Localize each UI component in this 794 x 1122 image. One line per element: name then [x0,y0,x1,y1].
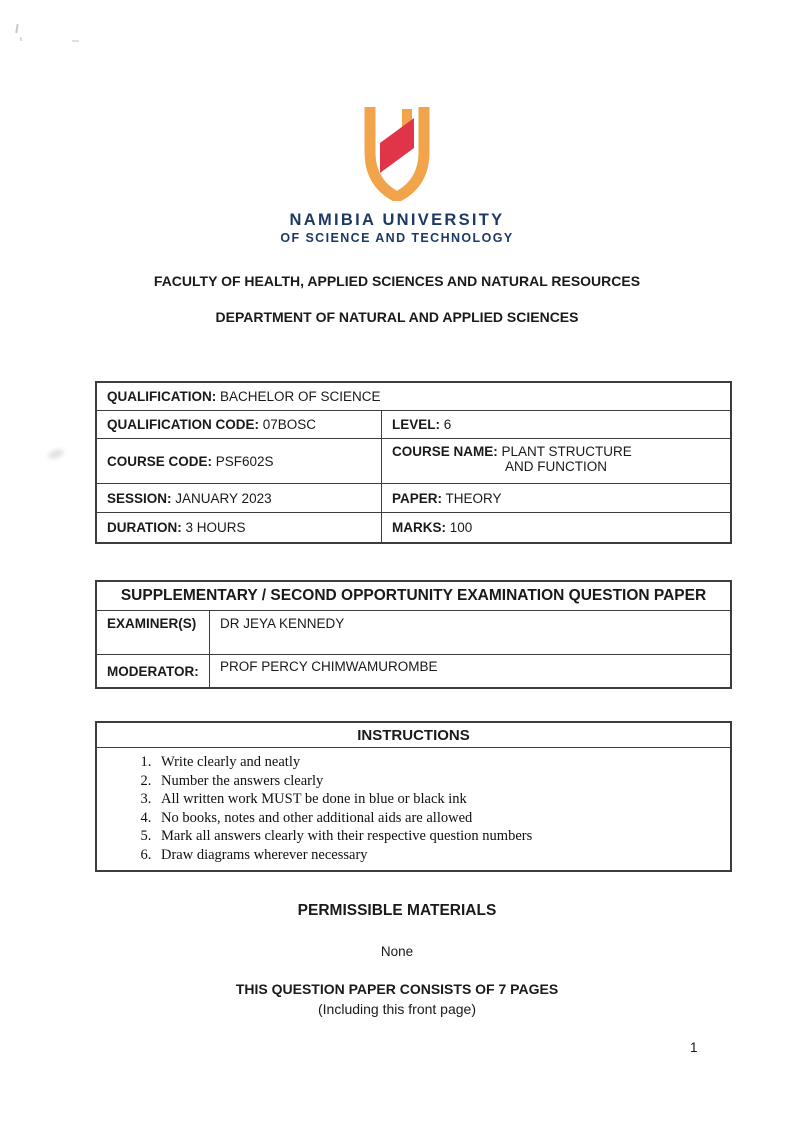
qualification-label: QUALIFICATION: [107,389,217,404]
page-number: 1 [690,1040,698,1055]
instruction-item: 4. No books, notes and other additional aids are allowed [155,809,532,828]
marks-value: 100 [449,520,473,535]
page-count-subline: (Including this front page) [318,1001,476,1017]
table-row-course [97,438,730,483]
course-details-table [95,381,732,544]
instruction-item: 1. Write clearly and neatly [155,753,532,772]
examiner-label: EXAMINER(S) [97,611,210,654]
exam-paper-title: SUPPLEMENTARY / SECOND OPPORTUNITY EXAMINATION QUESTION PAPER [120,587,707,604]
level-cell [382,411,730,438]
examiner-row [97,610,730,654]
session-label: SESSION: [107,490,172,506]
instruction-item: 3. All written work MUST be done in blue or black ink [155,790,532,809]
session-value: JANUARY 2023 [175,490,272,506]
course-name-label: COURSE NAME: [392,444,498,459]
session-cell [97,484,382,512]
exam-title-row [97,582,730,610]
page-count-line: THIS QUESTION PAPER CONSISTS OF 7 PAGES [235,981,559,997]
scan-artifact [72,40,79,42]
scan-artifact [15,24,18,33]
instructions-list [97,753,532,864]
instruction-item: 5. Mark all answers clearly with their respective question numbers [155,827,532,846]
university-name-line2: OF SCIENCE AND TECHNOLOGY [280,231,514,245]
paper-label: PAPER: [392,490,443,506]
course-code-label: COURSE CODE: [107,453,213,469]
table-row-code-level [97,410,730,438]
paper-value: THEORY [445,490,502,506]
level-label: LEVEL: [392,417,441,432]
university-logo-block [0,104,794,245]
course-code-cell [97,439,382,483]
qualification-code-cell [97,411,382,438]
department-heading: DEPARTMENT OF NATURAL AND APPLIED SCIENCES [215,309,579,325]
instruction-item: 6. Draw diagrams wherever necessary [155,846,532,865]
faculty-heading: FACULTY OF HEALTH, APPLIED SCIENCES AND NATURAL RESOURCES [153,273,641,289]
examiner-value: DR JEYA KENNEDY [220,616,345,631]
table-row-qualification [97,383,730,410]
instructions-body-row [97,747,730,870]
university-name: NAMIBIA UNIVERSITY [289,211,505,229]
permissible-materials-heading: PERMISSIBLE MATERIALS [297,902,497,919]
instructions-title-row [97,723,730,747]
university-shield-logo-icon [355,104,439,201]
exam-paper-table [95,580,732,689]
permissible-materials-value: None [380,944,414,959]
qualification-code-label: QUALIFICATION CODE: [107,417,259,432]
duration-cell [97,513,382,542]
course-name-value-line2: AND FUNCTION [505,459,607,474]
course-name-value-line1: PLANT STRUCTURE [501,444,632,459]
table-row-duration-marks [97,512,730,542]
marks-cell [382,513,730,542]
duration-label: DURATION: [107,520,182,535]
instructions-table [95,721,732,872]
course-name-cell [382,439,730,483]
scan-artifact [47,448,65,461]
duration-value: 3 HOURS [185,520,246,535]
moderator-row [97,654,730,687]
table-row-session-paper [97,483,730,512]
moderator-label: MODERATOR: [97,655,210,687]
scan-artifact [20,37,23,41]
qualification-cell [97,383,730,410]
marks-label: MARKS: [392,520,446,535]
level-value: 6 [443,417,452,432]
qualification-value: BACHELOR OF SCIENCE [220,389,381,404]
qualification-code-value: 07BOSC [262,417,317,432]
instructions-title: INSTRUCTIONS [357,726,470,744]
moderator-value: PROF PERCY CHIMWAMUROMBE [220,659,438,674]
course-code-value: PSF602S [215,453,274,469]
instruction-item: 2. Number the answers clearly [155,772,532,791]
paper-cell [382,484,730,512]
